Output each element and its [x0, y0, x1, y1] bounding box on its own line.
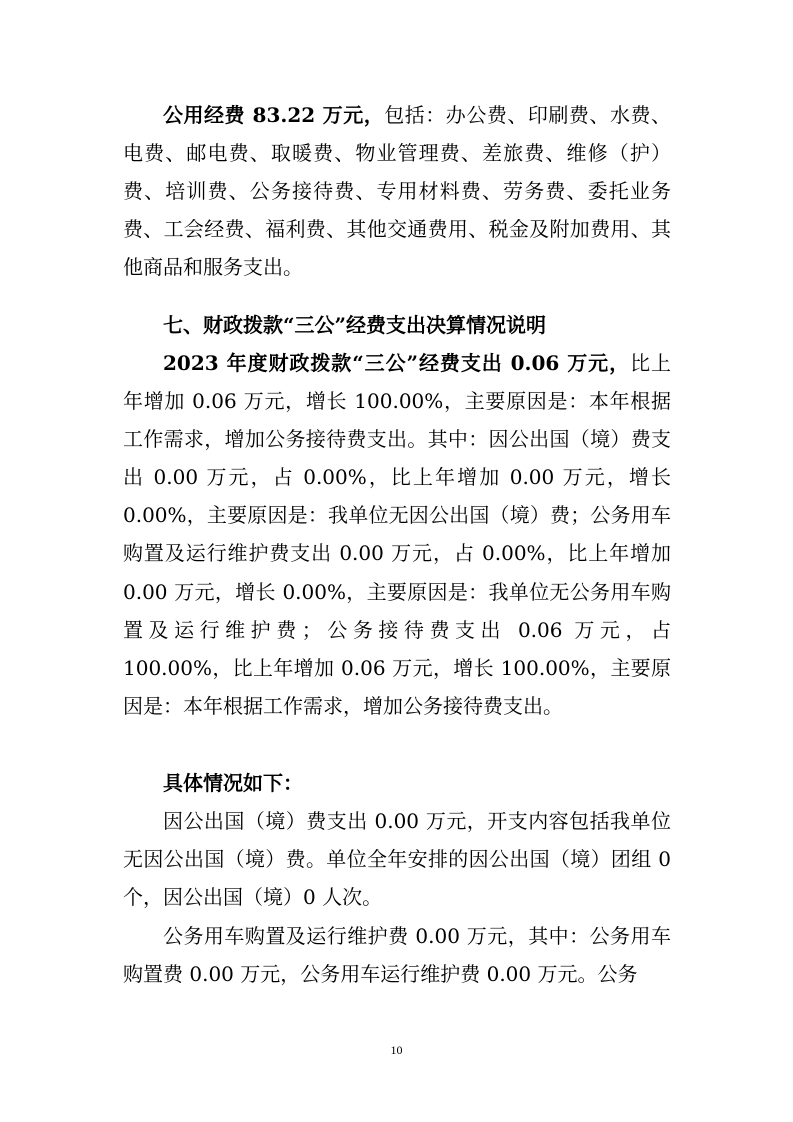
paragraph-overseas-expenses: 因公出国（境）费支出 0.00 万元，开支内容包括我单位无因公出国（境）费。单位全年安排的因公出国（境）团组 0 个，因公出国（境）0 人次。 [123, 809, 671, 910]
three-public-detail: 比上年增加 0.06 万元，增长 100.00%，主要原因是：本年根据工作需求，增加公务接待费支出。其中：因公出国（境）费支出 0.00 万元，占 0.00%，比上年增加 0.00 万元，增长 0.00%，主要原因是：我单位无因公出国（境）费；公务用车购置及运行维护费支出 0.00 万元，占 0.00%，比上年增加 0.00 万元，增长 0.00%，主要原因是：我单位无公务用车购置及运行维护费；公务接待费支出 0.06 万元，占 100.00%，比上年增加 0.06 万元，增长 100.00%，主要原因是：本年根据工作需求，增加公务接待费支出。 [123, 351, 672, 718]
paragraph-vehicle-expenses: 公务用车购置及运行维护费 0.00 万元，其中：公务用车购置费 0.00 万元，公务用车运行维护费 0.00 万元。公务 [123, 924, 671, 987]
paragraph-three-public-summary [123, 344, 671, 725]
page-number: 10 [390, 1043, 403, 1057]
paragraph-public-expenses [123, 96, 671, 286]
public-expenses-detail: 包括：办公费、印刷费、水费、电费、邮电费、取暖费、物业管理费、差旅费、维修（护）费、培训费、公务接待费、专用材料费、劳务费、委托业务费、工会经费、福利费、其他交通费用、税金及附加费用、其他商品和服务支出。 [123, 103, 671, 280]
three-public-lead: 2023 年度财政拨款“三公”经费支出 0.06 万元， [163, 351, 631, 375]
subheading-details: 具体情况如下： [163, 771, 303, 795]
public-expenses-lead: 公用经费 83.22 万元， [163, 103, 385, 127]
section-heading: 七、财政拨款“三公”经费支出决算情况说明 [163, 313, 547, 337]
